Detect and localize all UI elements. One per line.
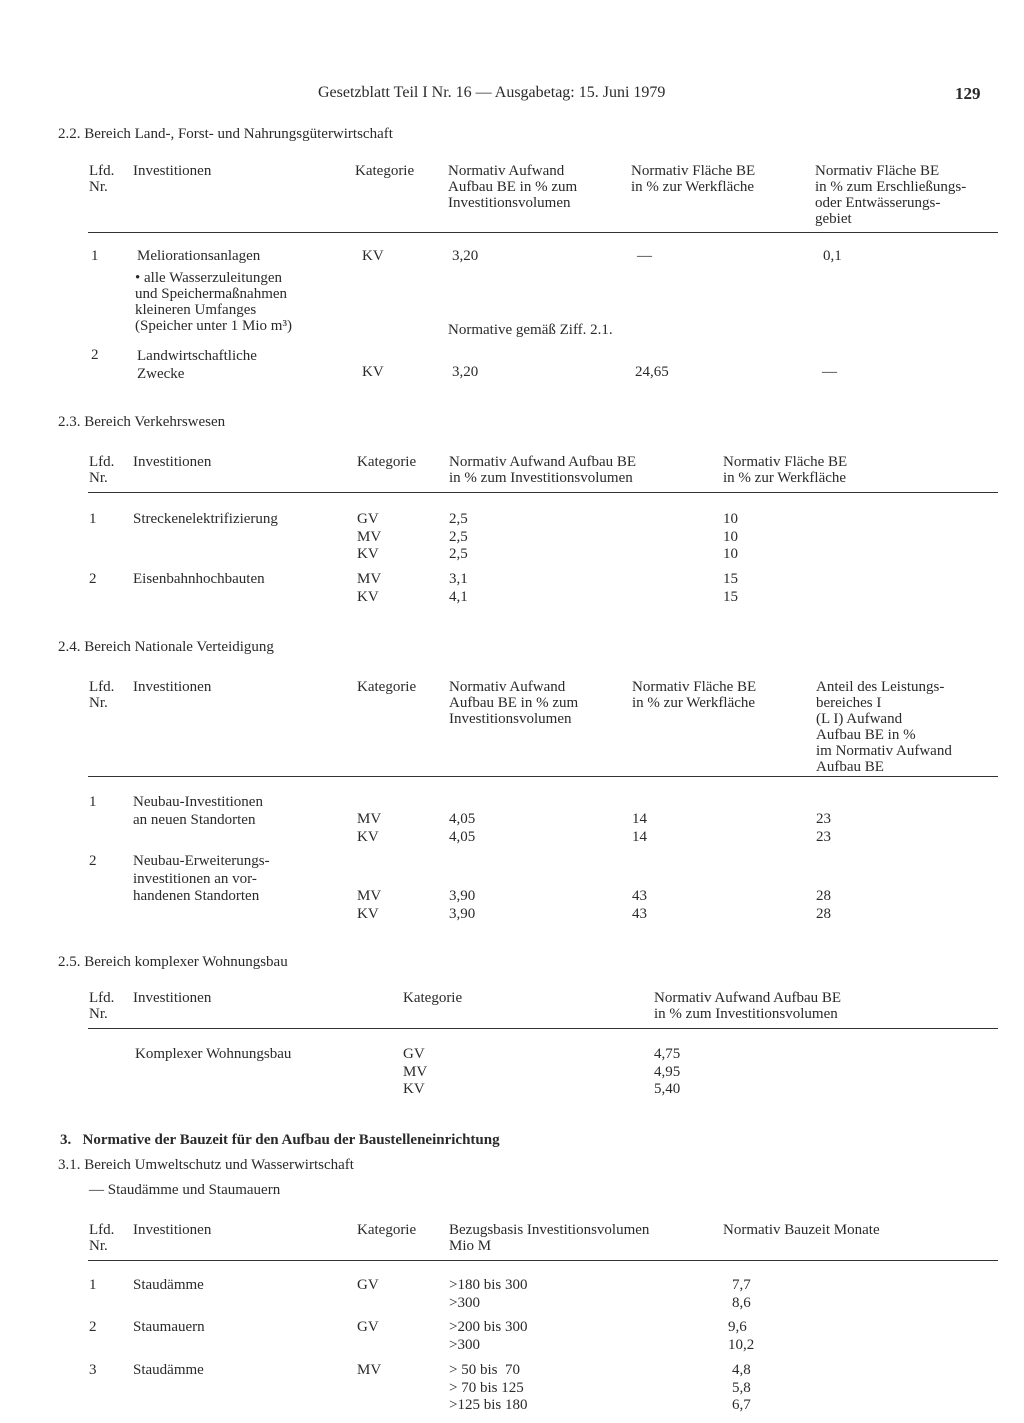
- column-header-nr: Lfd. Nr.: [89, 990, 115, 1022]
- row-kategorie: GV MV KV: [403, 1046, 428, 1097]
- column-header-flaeche: Normativ Fläche BE in % zur Werkfläche: [723, 454, 848, 486]
- row-investition: Komplexer Wohnungsbau: [135, 1046, 292, 1062]
- column-header-bauzeit: Normativ Bauzeit Monate: [723, 1222, 880, 1238]
- table-rule: [88, 232, 998, 233]
- row-investition: Neubau-Erweiterungs- investitionen an vor- handenen Standorten: [133, 853, 270, 904]
- section-heading: 3. Normative der Bauzeit für den Aufbau der Baustelleneinrichtung: [60, 1132, 500, 1148]
- row-number: 1: [91, 248, 99, 264]
- row-kategorie: GV: [357, 1277, 379, 1293]
- row-aufwand: 3,20: [452, 364, 479, 380]
- column-header-investitionen: Investitionen: [133, 679, 212, 695]
- column-header-kategorie: Kategorie: [403, 990, 463, 1006]
- row-flaeche: —: [637, 248, 652, 264]
- column-header-anteil: Anteil des Leistungs- bereiches I (L I) Aufwand Aufbau BE in % im Normativ Aufwand Aufbau BE: [816, 679, 952, 775]
- row-flaeche: 43 43: [632, 888, 647, 922]
- row-bezugsbasis: > 50 bis 70 > 70 bis 125 >125 bis 180: [449, 1362, 528, 1413]
- table-rule: [88, 1260, 998, 1261]
- column-header-flaeche: Normativ Fläche BE in % zur Werkfläche: [631, 163, 756, 195]
- row-bauzeit: 7,7 8,6: [732, 1277, 751, 1311]
- row-number: 2: [91, 347, 99, 363]
- column-header-kategorie: Kategorie: [357, 679, 417, 695]
- row-kategorie: MV KV: [357, 811, 382, 845]
- row-aufwand: 3,90 3,90: [449, 888, 476, 922]
- column-header-nr: Lfd. Nr.: [89, 454, 115, 486]
- row-flaeche: 24,65: [635, 364, 669, 380]
- row-kategorie: MV: [357, 1362, 382, 1378]
- subsection-subheading: — Staudämme und Staumauern: [89, 1182, 281, 1198]
- column-header-kategorie: Kategorie: [355, 163, 415, 179]
- row-number: 1: [89, 794, 97, 810]
- row-kategorie: MV KV: [357, 888, 382, 922]
- table-rule: [88, 776, 998, 777]
- row-anteil: 23 23: [816, 811, 831, 845]
- row-kategorie: GV MV KV: [357, 511, 382, 562]
- row-kategorie: GV: [357, 1319, 379, 1335]
- row-bauzeit: 9,6 10,2: [728, 1319, 755, 1353]
- column-header-investitionen: Investitionen: [133, 990, 212, 1006]
- row-anteil: 28 28: [816, 888, 831, 922]
- column-header-aufwand: Normativ Aufwand Aufbau BE in % zum Investitionsvolumen: [449, 679, 579, 727]
- column-header-aufwand: Normativ Aufwand Aufbau BE in % zum Investitionsvolumen: [449, 454, 637, 486]
- row-investition: Staumauern: [133, 1319, 205, 1335]
- column-header-bezugsbasis: Bezugsbasis Investitionsvolumen Mio M: [449, 1222, 650, 1254]
- table-rule: [88, 492, 998, 493]
- section-heading: 2.2. Bereich Land-, Forst- und Nahrungsgüterwirtschaft: [58, 126, 393, 142]
- row-investition: Eisenbahnhochbauten: [133, 571, 265, 587]
- row-investition: Streckenelektrifizierung: [133, 511, 278, 527]
- row-number: 1: [89, 1277, 97, 1293]
- table-rule: [88, 1028, 998, 1029]
- section-heading: 2.3. Bereich Verkehrswesen: [58, 414, 226, 430]
- row-bezugsbasis: >200 bis 300 >300: [449, 1319, 528, 1353]
- row-note: Normative gemäß Ziff. 2.1.: [448, 322, 613, 338]
- row-erschliessung: 0,1: [823, 248, 842, 264]
- row-number: 2: [89, 853, 97, 869]
- column-header-erschliessung: Normativ Fläche BE in % zum Erschließungs- oder Entwässerungs- gebiet: [815, 163, 967, 227]
- column-header-aufwand: Normativ Aufwand Aufbau BE in % zum Investitionsvolumen: [654, 990, 842, 1022]
- row-flaeche: 10 10 10: [723, 511, 738, 562]
- row-erschliessung: —: [822, 364, 837, 380]
- row-aufwand: 4,05 4,05: [449, 811, 476, 845]
- row-number: 2: [89, 1319, 97, 1335]
- row-investition: Neubau-Investitionen an neuen Standorten: [133, 794, 263, 828]
- row-kategorie: MV KV: [357, 571, 382, 605]
- subsection-heading: 3.1. Bereich Umweltschutz und Wasserwirtschaft: [58, 1157, 354, 1173]
- section-heading: 2.5. Bereich komplexer Wohnungsbau: [58, 954, 288, 970]
- row-bezugsbasis: >180 bis 300 >300: [449, 1277, 528, 1311]
- row-bauzeit: 4,8 5,8 6,7: [732, 1362, 751, 1413]
- row-aufwand: 3,1 4,1: [449, 571, 468, 605]
- column-header-kategorie: Kategorie: [357, 1222, 417, 1238]
- row-aufwand: 3,20: [452, 248, 479, 264]
- row-investition: Landwirtschaftliche Zwecke: [137, 348, 257, 382]
- row-investition: Meliorationsanlagen: [137, 248, 261, 264]
- row-aufwand: 4,75 4,95 5,40: [654, 1046, 681, 1097]
- row-investition: Staudämme: [133, 1362, 204, 1378]
- column-header-flaeche: Normativ Fläche BE in % zur Werkfläche: [632, 679, 757, 711]
- page-number: 129: [955, 84, 981, 103]
- row-aufwand: 2,5 2,5 2,5: [449, 511, 468, 562]
- column-header-investitionen: Investitionen: [133, 454, 212, 470]
- row-subitem: • alle Wasserzuleitungen und Speichermaßnahmen kleineren Umfanges (Speicher unter 1 Mio m³): [135, 270, 292, 334]
- column-header-aufwand: Normativ Aufwand Aufbau BE in % zum Investitionsvolumen: [448, 163, 578, 211]
- section-heading: 2.4. Bereich Nationale Verteidigung: [58, 639, 274, 655]
- column-header-investitionen: Investitionen: [133, 1222, 212, 1238]
- column-header-nr: Lfd. Nr.: [89, 679, 115, 711]
- row-flaeche: 15 15: [723, 571, 738, 605]
- row-kategorie: KV: [362, 364, 384, 380]
- column-header-kategorie: Kategorie: [357, 454, 417, 470]
- running-title: Gesetzblatt Teil I Nr. 16 — Ausgabetag: 15. Juni 1979: [318, 84, 666, 101]
- column-header-nr: Lfd. Nr.: [89, 1222, 115, 1254]
- row-number: 1: [89, 511, 97, 527]
- row-number: 2: [89, 571, 97, 587]
- column-header-investitionen: Investitionen: [133, 163, 212, 179]
- row-kategorie: KV: [362, 248, 384, 264]
- row-number: 3: [89, 1362, 97, 1378]
- row-investition: Staudämme: [133, 1277, 204, 1293]
- row-flaeche: 14 14: [632, 811, 647, 845]
- column-header-nr: Lfd. Nr.: [89, 163, 115, 195]
